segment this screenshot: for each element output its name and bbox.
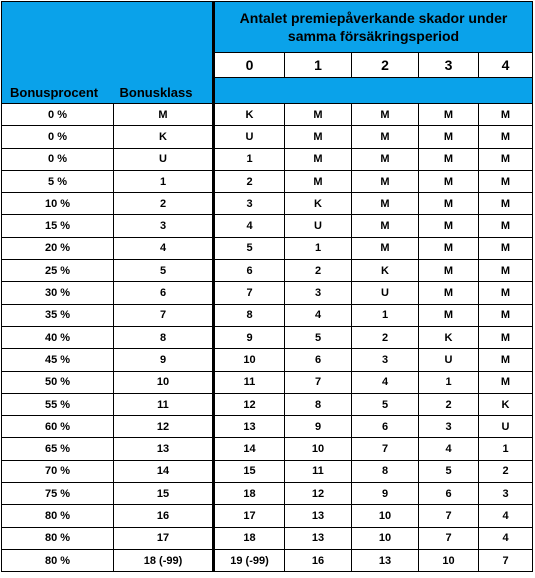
claims-0-cell: U [214, 126, 285, 148]
bonus-class-cell: 2 [114, 193, 214, 215]
claims-4-cell: 2 [479, 460, 533, 482]
bonus-percent-cell: 65 % [2, 438, 114, 460]
claims-4-cell: 3 [479, 483, 533, 505]
claims-1-cell: 2 [285, 260, 352, 282]
claims-1-cell: 12 [285, 483, 352, 505]
claims-3-cell: M [419, 260, 479, 282]
claims-2-cell: 9 [352, 483, 419, 505]
table-row [2, 460, 533, 482]
claims-2-cell: 10 [352, 527, 419, 549]
header-claims-0: 0 [214, 53, 285, 78]
claims-0-cell: 5 [214, 237, 285, 259]
claims-1-cell: M [285, 148, 352, 170]
claims-3-cell: 7 [419, 527, 479, 549]
bonus-class-cell: U [114, 148, 214, 170]
claims-4-cell: M [479, 260, 533, 282]
claims-2-cell: 6 [352, 416, 419, 438]
claims-1-cell: U [285, 215, 352, 237]
claims-0-cell: 14 [214, 438, 285, 460]
claims-0-cell: 18 [214, 527, 285, 549]
header-claims-2: 2 [352, 53, 419, 78]
bonus-class-cell: 16 [114, 505, 214, 527]
bonus-percent-cell: 80 % [2, 549, 114, 571]
claims-0-cell: 3 [214, 193, 285, 215]
bonus-percent-cell: 10 % [2, 193, 114, 215]
claims-4-cell: 4 [479, 505, 533, 527]
claims-4-cell: M [479, 104, 533, 126]
claims-2-cell: M [352, 126, 419, 148]
table-row [2, 483, 533, 505]
bonus-class-cell: 6 [114, 282, 214, 304]
claims-3-cell: M [419, 148, 479, 170]
header-claims-1: 1 [285, 53, 352, 78]
claims-3-cell: M [419, 104, 479, 126]
bonus-percent-cell: 70 % [2, 460, 114, 482]
bonus-percent-cell: 80 % [2, 505, 114, 527]
bonus-class-cell: 4 [114, 237, 214, 259]
bonus-class-cell: 18 (-99) [114, 549, 214, 571]
claims-1-cell: 5 [285, 326, 352, 348]
claims-4-cell: M [479, 126, 533, 148]
header-bonus-class: Bonusklass [114, 2, 214, 104]
bonus-percent-cell: 20 % [2, 237, 114, 259]
claims-1-cell: K [285, 193, 352, 215]
claims-1-cell: M [285, 126, 352, 148]
bonus-percent-cell: 45 % [2, 349, 114, 371]
table-row [2, 170, 533, 192]
claims-2-cell: U [352, 282, 419, 304]
claims-2-cell: 3 [352, 349, 419, 371]
claims-2-cell: M [352, 104, 419, 126]
claims-4-cell: K [479, 393, 533, 415]
header-claims-4: 4 [479, 53, 533, 78]
table-row [2, 148, 533, 170]
table-row [2, 349, 533, 371]
claims-0-cell: 1 [214, 148, 285, 170]
claims-3-cell: M [419, 237, 479, 259]
claims-3-cell: 7 [419, 505, 479, 527]
claims-1-cell: 13 [285, 505, 352, 527]
bonus-percent-cell: 0 % [2, 104, 114, 126]
claims-3-cell: 6 [419, 483, 479, 505]
claims-4-cell: M [479, 215, 533, 237]
claims-0-cell: 18 [214, 483, 285, 505]
claims-0-cell: K [214, 104, 285, 126]
table-row [2, 237, 533, 259]
bonus-class-cell: 7 [114, 304, 214, 326]
claims-2-cell: M [352, 170, 419, 192]
claims-0-cell: 17 [214, 505, 285, 527]
bonus-percent-cell: 75 % [2, 483, 114, 505]
claims-4-cell: M [479, 304, 533, 326]
table-row [2, 438, 533, 460]
bonus-class-cell: 9 [114, 349, 214, 371]
claims-0-cell: 12 [214, 393, 285, 415]
claims-4-cell: M [479, 237, 533, 259]
table-row [2, 304, 533, 326]
bonus-class-cell: 10 [114, 371, 214, 393]
table-row [2, 126, 533, 148]
claims-1-cell: 11 [285, 460, 352, 482]
table-row [2, 393, 533, 415]
claims-4-cell: 4 [479, 527, 533, 549]
bonus-percent-cell: 40 % [2, 326, 114, 348]
claims-3-cell: M [419, 170, 479, 192]
claims-1-cell: 9 [285, 416, 352, 438]
claims-4-cell: M [479, 371, 533, 393]
bonus-percent-cell: 50 % [2, 371, 114, 393]
claims-2-cell: 1 [352, 304, 419, 326]
bonus-percent-cell: 80 % [2, 527, 114, 549]
table-row [2, 326, 533, 348]
claims-4-cell: M [479, 193, 533, 215]
claims-0-cell: 7 [214, 282, 285, 304]
table-row [2, 505, 533, 527]
claims-1-cell: 16 [285, 549, 352, 571]
claims-4-cell: M [479, 326, 533, 348]
claims-2-cell: 5 [352, 393, 419, 415]
claims-3-cell: U [419, 349, 479, 371]
claims-1-cell: 3 [285, 282, 352, 304]
claims-3-cell: 4 [419, 438, 479, 460]
table-row [2, 260, 533, 282]
header-spacer [214, 78, 533, 104]
claims-3-cell: 1 [419, 371, 479, 393]
claims-3-cell: M [419, 126, 479, 148]
table-row [2, 215, 533, 237]
header-claims-title: Antalet premiepåverkande skador under samma försäkringsperiod [214, 2, 533, 53]
claims-4-cell: M [479, 148, 533, 170]
claims-3-cell: M [419, 304, 479, 326]
claims-1-cell: 13 [285, 527, 352, 549]
header-bonus-percent: Bonusprocent [2, 2, 114, 104]
claims-1-cell: 10 [285, 438, 352, 460]
bonus-percent-cell: 25 % [2, 260, 114, 282]
bonus-class-cell: 17 [114, 527, 214, 549]
table-row [2, 371, 533, 393]
claims-2-cell: M [352, 148, 419, 170]
claims-2-cell: 7 [352, 438, 419, 460]
table-row [2, 104, 533, 126]
claims-0-cell: 6 [214, 260, 285, 282]
bonus-class-table [1, 1, 533, 572]
claims-0-cell: 2 [214, 170, 285, 192]
bonus-class-cell: 14 [114, 460, 214, 482]
bonus-percent-cell: 30 % [2, 282, 114, 304]
bonus-class-cell: 11 [114, 393, 214, 415]
claims-3-cell: 3 [419, 416, 479, 438]
claims-1-cell: 4 [285, 304, 352, 326]
claims-2-cell: K [352, 260, 419, 282]
claims-4-cell: 7 [479, 549, 533, 571]
bonus-class-cell: 8 [114, 326, 214, 348]
bonus-percent-cell: 55 % [2, 393, 114, 415]
bonus-percent-cell: 5 % [2, 170, 114, 192]
claims-3-cell: M [419, 215, 479, 237]
claims-0-cell: 4 [214, 215, 285, 237]
claims-1-cell: M [285, 170, 352, 192]
claims-0-cell: 8 [214, 304, 285, 326]
bonus-class-cell: K [114, 126, 214, 148]
bonus-class-cell: 3 [114, 215, 214, 237]
bonus-class-cell: 13 [114, 438, 214, 460]
bonus-percent-cell: 0 % [2, 148, 114, 170]
claims-0-cell: 10 [214, 349, 285, 371]
bonus-class-cell: 1 [114, 170, 214, 192]
table-body [2, 104, 533, 572]
claims-3-cell: 2 [419, 393, 479, 415]
claims-1-cell: M [285, 104, 352, 126]
claims-3-cell: 5 [419, 460, 479, 482]
bonus-class-cell: 12 [114, 416, 214, 438]
claims-3-cell: M [419, 282, 479, 304]
claims-1-cell: 7 [285, 371, 352, 393]
claims-2-cell: 2 [352, 326, 419, 348]
claims-4-cell: M [479, 282, 533, 304]
claims-2-cell: 10 [352, 505, 419, 527]
table-row [2, 549, 533, 571]
claims-2-cell: 8 [352, 460, 419, 482]
table-row [2, 193, 533, 215]
claims-1-cell: 6 [285, 349, 352, 371]
bonus-class-cell: M [114, 104, 214, 126]
claims-4-cell: 1 [479, 438, 533, 460]
table-row [2, 527, 533, 549]
claims-2-cell: M [352, 215, 419, 237]
claims-2-cell: 4 [352, 371, 419, 393]
bonus-class-cell: 15 [114, 483, 214, 505]
claims-4-cell: U [479, 416, 533, 438]
bonus-percent-cell: 35 % [2, 304, 114, 326]
claims-0-cell: 15 [214, 460, 285, 482]
bonus-percent-cell: 0 % [2, 126, 114, 148]
claims-4-cell: M [479, 349, 533, 371]
claims-2-cell: 13 [352, 549, 419, 571]
header-claims-3: 3 [419, 53, 479, 78]
claims-0-cell: 9 [214, 326, 285, 348]
claims-3-cell: 10 [419, 549, 479, 571]
claims-1-cell: 8 [285, 393, 352, 415]
bonus-percent-cell: 60 % [2, 416, 114, 438]
bonus-class-cell: 5 [114, 260, 214, 282]
bonus-percent-cell: 15 % [2, 215, 114, 237]
claims-0-cell: 13 [214, 416, 285, 438]
table-row [2, 416, 533, 438]
claims-3-cell: M [419, 193, 479, 215]
claims-3-cell: K [419, 326, 479, 348]
claims-0-cell: 11 [214, 371, 285, 393]
claims-4-cell: M [479, 170, 533, 192]
claims-0-cell: 19 (-99) [214, 549, 285, 571]
claims-2-cell: M [352, 193, 419, 215]
table-row [2, 282, 533, 304]
claims-2-cell: M [352, 237, 419, 259]
claims-1-cell: 1 [285, 237, 352, 259]
